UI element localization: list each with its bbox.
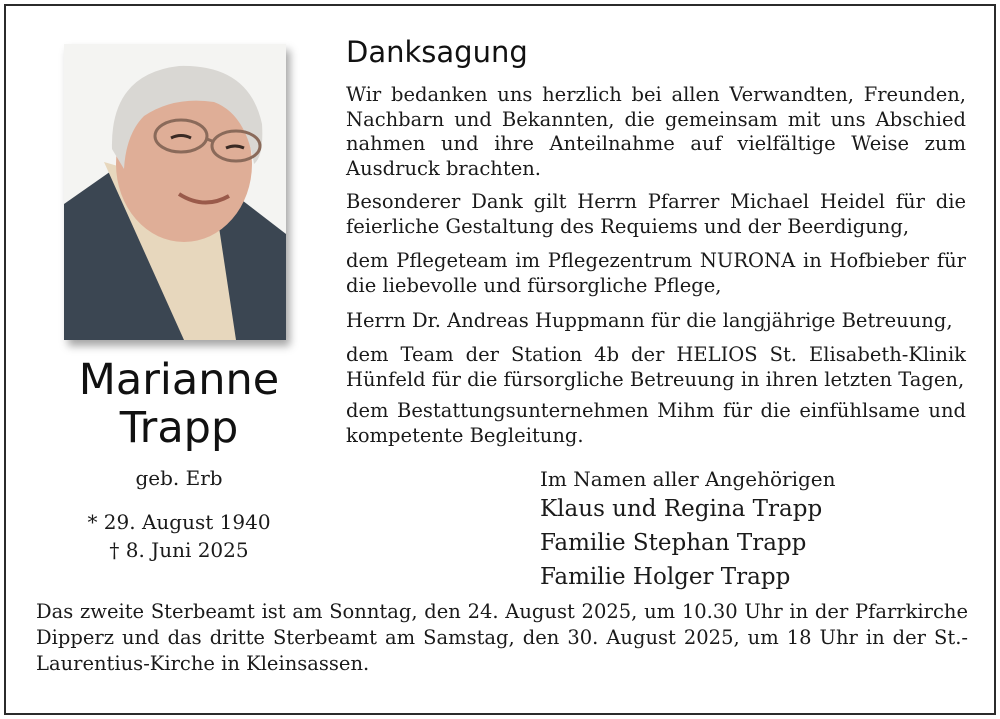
portrait-photo [64, 44, 286, 340]
birth-date: * 29. August 1940 [87, 510, 271, 534]
thanks-paragraph: dem Bestattungsunternehmen Mihm für die einfühlsame und kompetente Begleitung. [346, 399, 966, 447]
birth-name: geb. Erb [135, 466, 223, 490]
deceased-first-name: Marianne [78, 355, 280, 405]
signature-name: Klaus und Regina Trapp [540, 496, 823, 522]
signature-name: Familie Holger Trapp [540, 564, 791, 590]
notice-title: Danksagung [346, 35, 528, 69]
thanks-paragraph: Wir bedanken uns herzlich bei allen Verwandten, Freunden, Nachbarn und Bekannten, die gemeinsam mit uns Abschied nahmen und ihre Anteilnahme auf vielfältige Weise zum Ausdruck brachten. [346, 83, 966, 180]
thanks-paragraph: Besonderer Dank gilt Herrn Pfarrer Michael Heidel für die feierliche Gestaltung des Requiems und der Beerdigung, [346, 190, 966, 238]
signature-name: Familie Stephan Trapp [540, 530, 807, 556]
signature-lead: Im Namen aller Angehörigen [540, 467, 836, 491]
portrait-image [64, 44, 286, 340]
thanks-paragraph: dem Pflegeteam im Pflegezentrum NURONA in Hofbieber für die liebevolle und fürsorgliche Pflege, [346, 249, 966, 297]
thanks-paragraph: Herrn Dr. Andreas Huppmann für die langjährige Betreuung, [346, 309, 953, 332]
death-date: † 8. Juni 2025 [109, 538, 249, 562]
deceased-last-name: Trapp [119, 403, 239, 453]
service-info: Das zweite Sterbeamt ist am Sonntag, den 24. August 2025, um 10.30 Uhr in der Pfarrkirche Dipperz und das dritte Sterbeamt am Samstag, den 30. August 2025, um 18 Uhr in der St.-Laurentius-Kirche in Kleinsassen. [36, 600, 968, 675]
thanks-paragraph: dem Team der Station 4b der HELIOS St. Elisabeth-Klinik Hünfeld für die fürsorgliche Betreuung in ihren letzten Tagen, [346, 343, 966, 391]
